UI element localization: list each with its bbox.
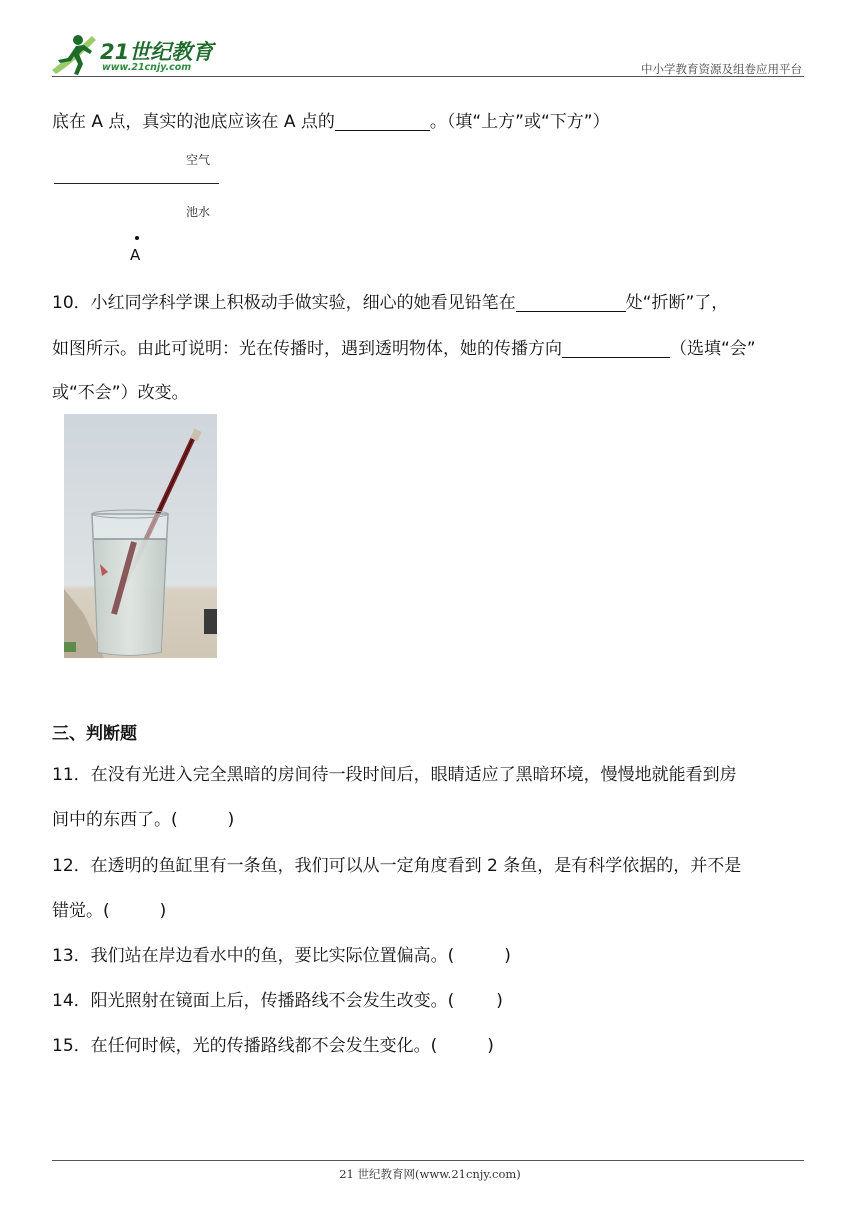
footer-divider xyxy=(52,1160,804,1161)
diagram-water-label: 池水 xyxy=(186,205,211,219)
q15-close-paren: ) xyxy=(487,1036,494,1056)
point-a-label: A xyxy=(130,246,141,264)
q14-close-paren: ) xyxy=(496,991,503,1011)
diagram-air-label: 空气 xyxy=(186,153,211,167)
q10-line2 xyxy=(52,338,756,360)
q9-text-line xyxy=(52,111,610,133)
q10-text-2a: 如图所示。由此可说明：光在传播时，遇到透明物体，她的传播方向 xyxy=(52,339,562,359)
site-logo xyxy=(48,30,228,80)
q10-answer-blank-2[interactable] xyxy=(562,339,670,358)
q12-text: 错觉。( xyxy=(52,901,110,921)
q11-line2 xyxy=(52,809,234,831)
section-title-judgement: 三、判断题 xyxy=(52,724,137,744)
q11-line1: 11．在没有光进入完全黑暗的房间待一段时间后，眼睛适应了黑暗环境，慢慢地就能看到房 xyxy=(52,765,737,785)
q10-text-1b: 处“折断”了， xyxy=(625,293,729,313)
runner-logo-icon xyxy=(48,30,100,78)
q14-text: 14．阳光照射在镜面上后，传播路线不会发生改变。( xyxy=(52,991,455,1011)
footer-site-text: 21 世纪教育网(www.21cnjy.com) xyxy=(339,1167,521,1181)
q13-text: 13．我们站在岸边看水中的鱼，要比实际位置偏高。( xyxy=(52,946,455,966)
q12-line1: 12．在透明的鱼缸里有一条鱼，我们可以从一定角度看到 2 条鱼，是有科学依据的，并不是 xyxy=(52,856,742,876)
q10-text-2b: （选填“会” xyxy=(670,339,756,359)
logo-url: www.21cnjy.com xyxy=(102,62,192,73)
q10-text-1a: 10．小红同学科学课上积极动手做实验，细心的她看见铅笔在 xyxy=(52,293,516,313)
header-platform-text: 中小学教育资源及组卷应用平台 xyxy=(641,62,802,76)
q15-text: 15．在任何时候，光的传播路线都不会发生变化。( xyxy=(52,1036,438,1056)
q9-answer-blank[interactable] xyxy=(335,112,430,131)
q9-text-part2: 。（填“上方”或“下方”） xyxy=(429,112,610,132)
q15-line xyxy=(52,1035,494,1057)
logo-text: 21世纪教育 xyxy=(100,40,214,64)
q13-close-paren: ) xyxy=(504,946,511,966)
q9-text-part1: 底在 A 点，真实的池底应该在 A 点的 xyxy=(52,112,335,132)
q10-answer-blank-1[interactable] xyxy=(516,293,626,312)
q13-line xyxy=(52,945,511,967)
header-divider xyxy=(52,76,804,77)
q11-text: 间中的东西了。( xyxy=(52,810,178,830)
q11-close-paren: ) xyxy=(227,810,235,830)
q12-close-paren: ) xyxy=(159,901,167,921)
q10-line1 xyxy=(52,292,728,314)
water-surface-line xyxy=(54,183,219,184)
q12-line2 xyxy=(52,900,166,922)
q14-line xyxy=(52,990,503,1012)
q10-line3: 或“不会”）改变。 xyxy=(52,383,189,403)
pencil-in-glass-photo xyxy=(64,414,217,658)
point-a-dot xyxy=(135,236,139,240)
